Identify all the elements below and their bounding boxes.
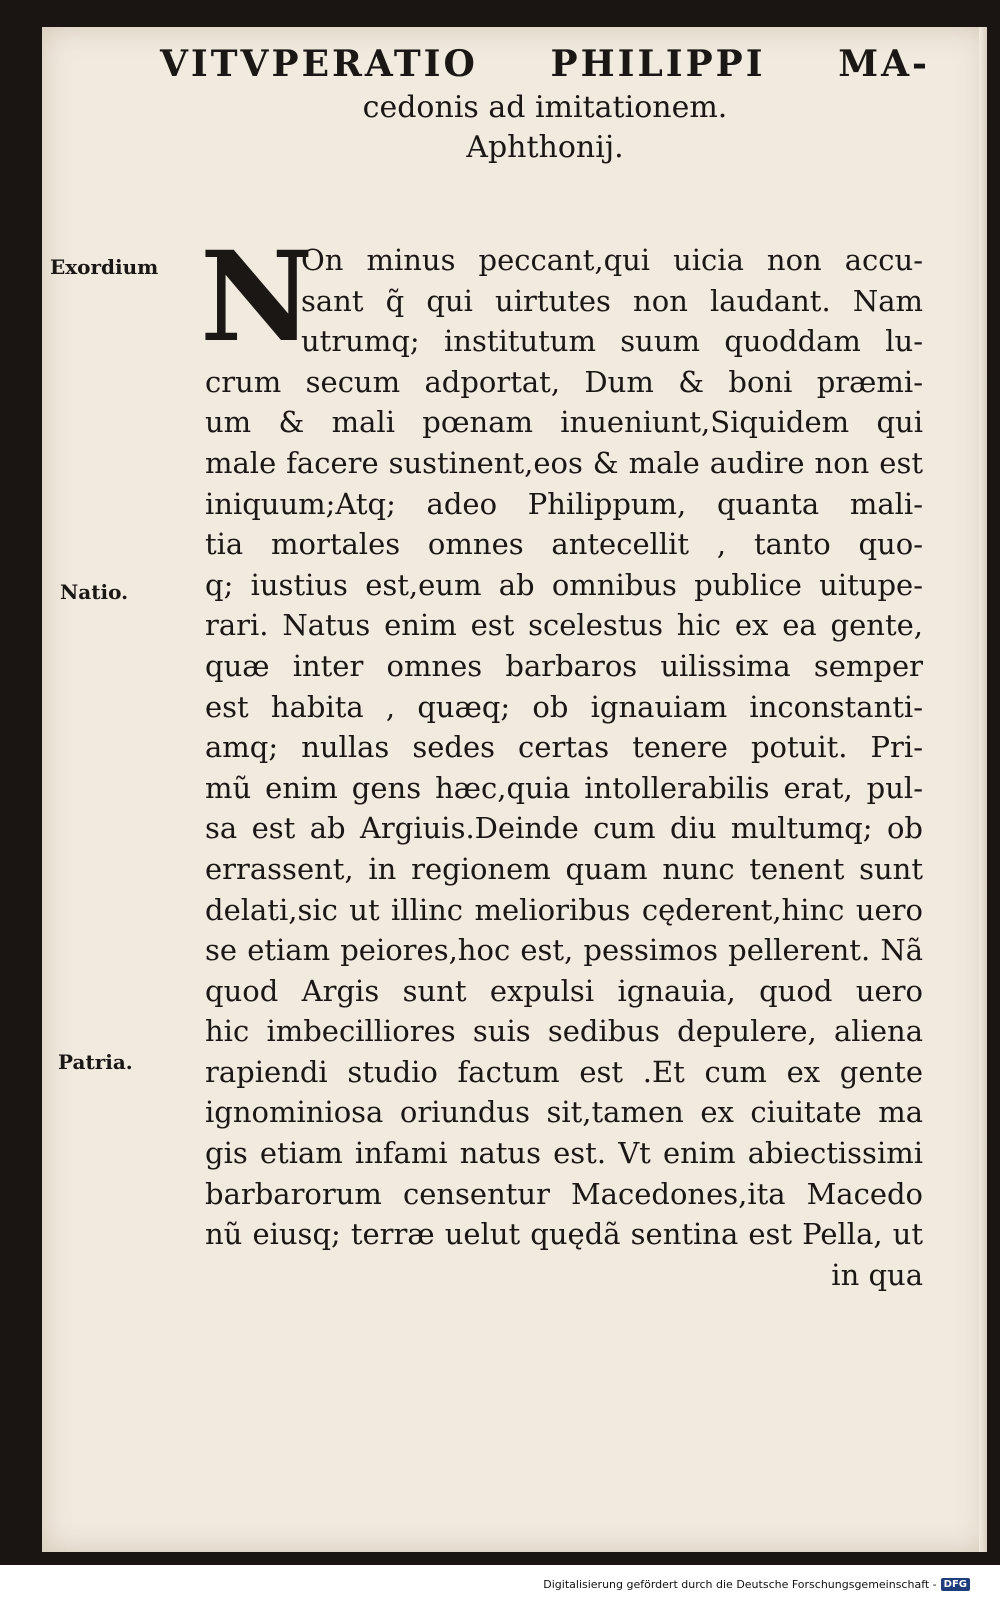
text-line: gis etiam infami natus est. Vt enim abiectissimi bbox=[205, 1136, 923, 1171]
text-line: nũ eiusq; terræ uelut quędã sentina est Pella, ut bbox=[205, 1217, 923, 1252]
text-line: tia mortales omnes antecellit , tanto quo- bbox=[205, 527, 923, 562]
text-line: rapiendi studio factum est .Et cum ex gente bbox=[205, 1054, 923, 1089]
dfg-logo-icon: DFG bbox=[941, 1578, 970, 1591]
text-line: quæ inter omnes barbaros uilissima semper bbox=[205, 648, 923, 683]
text-line: um & mali pœnam inueniunt,Siquidem qui bbox=[205, 405, 923, 440]
text-line: sa est ab Argiuis.Deinde cum diu multumq; ob bbox=[205, 811, 923, 846]
header-title-line bbox=[160, 42, 930, 86]
text-line: crum secum adportat, Dum & boni præmi- bbox=[205, 364, 923, 399]
text-line: est habita , quæq; ob ignauiam inconstanti- bbox=[205, 689, 923, 724]
header-word-philippi: PHILIPPI bbox=[550, 43, 766, 85]
text-line: On minus peccant,qui uicia non accu- bbox=[301, 243, 923, 277]
catchword: in qua bbox=[831, 1257, 923, 1292]
text-line: se etiam peiores,hoc est, pessimos pellerent. Nã bbox=[205, 933, 923, 968]
text-line: barbarorum censentur Macedones,ita Macedo bbox=[205, 1176, 923, 1211]
text-line: errassent, in regionem quam nunc tenent sunt bbox=[205, 851, 923, 886]
body-text bbox=[200, 225, 923, 1295]
text-line: hic imbecilliores suis sedibus depulere, aliena bbox=[205, 1014, 923, 1049]
drop-cap-initial: N bbox=[200, 225, 314, 370]
text-line: amq; nullas sedes certas tenere potuit. Pri- bbox=[205, 730, 923, 765]
header-author: Aphthonij. bbox=[466, 130, 624, 165]
text-line: male facere sustinent,eos & male audire non est bbox=[205, 445, 923, 480]
page-header bbox=[160, 42, 930, 168]
text-line: q; iustius est,eum ab omnibus publice uitupe- bbox=[205, 567, 923, 602]
text-line: utrumq; institutum suum quoddam lu- bbox=[301, 324, 923, 359]
page-gutter bbox=[979, 27, 987, 1552]
margin-note-natio: Natio. bbox=[60, 580, 129, 604]
text-line: iniquum;Atq; adeo Philippum, quanta mali- bbox=[205, 486, 923, 521]
text-line: ignominiosa oriundus sit,tamen ex ciuitate ma bbox=[205, 1095, 923, 1130]
margin-note-patria: Patria. bbox=[58, 1050, 133, 1074]
text-line: sant q̃ qui uirtutes non laudant. Nam bbox=[301, 283, 923, 318]
header-word-ma: MA- bbox=[838, 43, 930, 85]
footer-credit-text: Digitalisierung gefördert durch die Deutsche Forschungsgemeinschaft - bbox=[543, 1578, 937, 1591]
header-word-vituperatio: VITVPERATIO bbox=[160, 43, 478, 85]
text-line: quod Argis sunt expulsi ignauia, quod uero bbox=[205, 973, 923, 1008]
text-line: delati,sic ut illinc melioribus cęderent,hinc uero bbox=[205, 892, 923, 927]
digitization-footer bbox=[543, 1578, 970, 1591]
margin-note-exordium: Exordium bbox=[50, 255, 159, 279]
text-line: rari. Natus enim est scelestus hic ex ea gente, bbox=[205, 608, 923, 643]
header-subtitle: cedonis ad imitationem. bbox=[362, 90, 728, 125]
text-line: mũ enim gens hæc,quia intollerabilis erat, pul- bbox=[205, 770, 923, 805]
